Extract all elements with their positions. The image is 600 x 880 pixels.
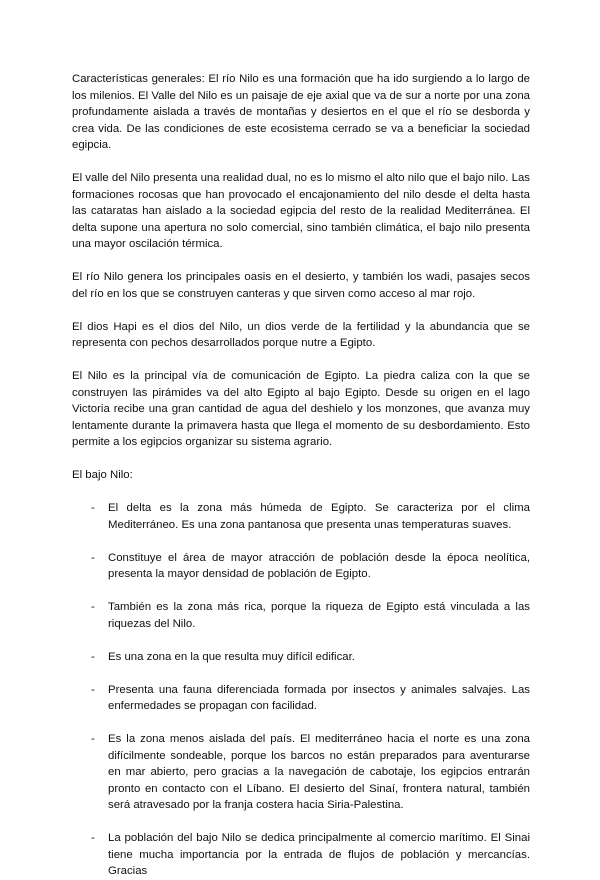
bullet-dash: - <box>91 733 95 745</box>
list-item <box>72 830 530 880</box>
bullet-list <box>72 500 530 880</box>
bullet-dash: - <box>91 650 95 663</box>
bullet-dash: - <box>91 683 95 696</box>
section-heading-bajo-nilo: El bajo Nilo: <box>72 469 133 481</box>
list-item-text: La población del bajo Nilo se dedica principalmente al comercio marítimo. El Sinai tiene mucha importancia por la entrada de flujos de población y mercancías. Gracias <box>108 832 530 877</box>
list-item-text: También es la zona más rica, porque la riqueza de Egipto está vinculada a las riquezas del Nilo. <box>108 601 530 630</box>
list-item-text: El delta es la zona más húmeda de Egipto. Se caracteriza por el clima Mediterráneo. Es una zona pantanosa que presenta unas temperaturas suaves. <box>108 502 530 531</box>
list-item <box>72 731 530 814</box>
bullet-dash: - <box>91 551 95 564</box>
paragraph-valle-dual: El valle del Nilo presenta una realidad dual, no es lo mismo el alto nilo que el bajo nilo. Las formaciones rocosas que han provocado el encajonamiento del nilo desde el delta hasta las cataratas han aislado a la sociedad egipcia del resto de la realidad Mediterránea. El delta supone una apertura no solo comercial, sino también climática, el bajo nilo presenta una mayor oscilación térmica. <box>72 172 530 250</box>
paragraph-via-comunicacion: El Nilo es la principal vía de comunicación de Egipto. La piedra caliza con la que se construyen las pirámides va del alto Egipto al bajo Egipto. Desde su origen en el lago Victoria recibe una gran cantidad de agua del deshielo y los monzones, que avanza muy lentamente durante la primavera hasta que llega el momento de su desbordamiento. Esto permite a los egipcios organizar su sistema agrario. <box>72 370 530 448</box>
bullet-dash: - <box>91 601 95 613</box>
list-item <box>72 550 530 583</box>
list-item <box>72 649 530 666</box>
paragraph-caracteristicas: Características generales: El río Nilo es una formación que ha ido surgiendo a lo largo de los milenios. El Valle del Nilo es un paisaje de eje axial que va de sur a norte por una zona profundamente aislada a través de montañas y desiertos en el que el río se desborda y crea vida. De las condiciones de este ecosistema cerrado se va a beneficiar la sociedad egipcia. <box>72 73 530 151</box>
list-item-text: Presenta una fauna diferenciada formada por insectos y animales salvajes. Las enfermedades se propagan con facilidad. <box>108 683 530 712</box>
bullet-dash: - <box>91 832 95 844</box>
list-item-text: Es una zona en la que resulta muy difícil edificar. <box>108 650 355 663</box>
bullet-dash: - <box>91 502 95 514</box>
list-item-text: Constituye el área de mayor atracción de población desde la época neolítica, presenta la mayor densidad de población de Egipto. <box>108 551 530 580</box>
list-item-text: Es la zona menos aislada del país. El mediterráneo hacia el norte es una zona difícilmente sondeable, porque los barcos no están preparados para aventurarse en mar abierto, pero gracias a la navegación de cabotaje, los egipcios entrarán pronto en contacto con el Líbano. El desierto del Sinaí, frontera natural, también será atravesado por la franja costera hacia Siria-Palestina. <box>108 733 530 811</box>
paragraph-oasis-wadi: El río Nilo genera los principales oasis en el desierto, y también los wadi, pasajes secos del río en los que se construyen canteras y que sirven como acceso al mar rojo. <box>72 271 530 300</box>
list-item <box>72 599 530 632</box>
list-item <box>72 500 530 533</box>
paragraph-dios-hapi: El dios Hapi es el dios del Nilo, un dios verde de la fertilidad y la abundancia que se representa con pechos desarrollados porque nutre a Egipto. <box>72 320 530 349</box>
list-item <box>72 682 530 715</box>
